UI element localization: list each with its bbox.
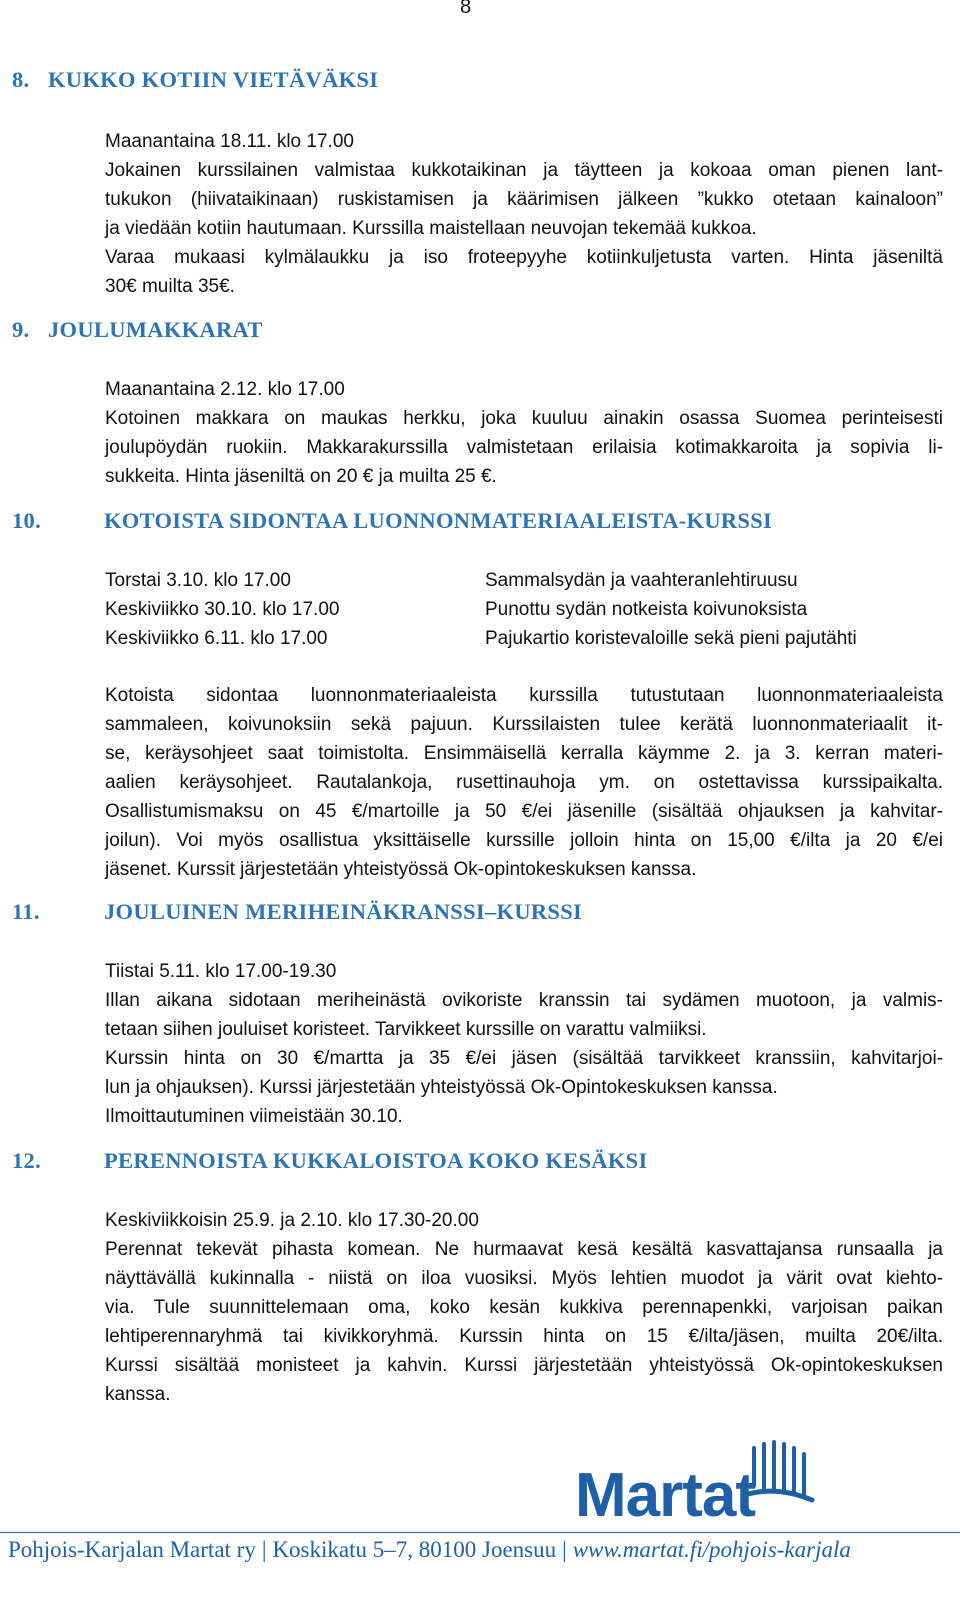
- course-date: Keskiviikko 30.10. klo 17.00: [105, 599, 340, 620]
- section-number: 8.: [12, 67, 30, 92]
- section-title: KUKKO KOTIIN VIETÄVÄKSI: [48, 67, 379, 92]
- course-topic: Pajukartio koristevaloille sekä pieni pajutähti: [485, 628, 857, 649]
- section-8-heading: [12, 67, 378, 93]
- section-title: JOULUMAKKARAT: [48, 317, 263, 342]
- body-line: via. Tule suunnittelemaan oma, koko kesän kukkiva perennapenkki, varjoisan paikan: [105, 1297, 943, 1318]
- course-topic: Punottu sydän notkeista koivunoksista: [485, 599, 808, 620]
- section-11-body: [105, 957, 943, 1131]
- body-line: joilun). Voi myös osallistua yksittäiselle kurssille jolloin hinta on 15,00 €/ilta ja 20 €/ei: [105, 830, 943, 851]
- course-topics-list: [485, 566, 857, 653]
- course-dates-list: [105, 566, 339, 653]
- body-line: sukkeita. Hinta jäseniltä on 20 € ja muilta 25 €.: [105, 466, 497, 487]
- section-10-heading: [12, 508, 772, 534]
- course-date: Keskiviikko 6.11. klo 17.00: [105, 628, 328, 649]
- body-line: sammaleen, koivunoksiin sekä pajuun. Kurssilaisten tulee kerätä luonnonmateriaalit it-: [105, 714, 943, 735]
- footer-url[interactable]: www.martat.fi/pohjois-karjala: [572, 1537, 851, 1562]
- body-line: ja viedään kotiin hautumaan. Kurssilla maistellaan neuvojan tekemää kukkoa.: [105, 218, 757, 239]
- section-title: KOTOISTA SIDONTAA LUONNONMATERIAALEISTA-KURSSI: [104, 508, 773, 533]
- body-line: Kurssin hinta on 30 €/martta ja 35 €/ei jäsen (sisältää tarvikkeet kranssiin, kahvitarjoi-: [105, 1048, 943, 1069]
- body-line: Jokainen kurssilainen valmistaa kukkotaikinan ja täytteen ja kokoaa oman pienen lant-: [105, 160, 943, 181]
- section-title: JOULUINEN MERIHEINÄKRANSSI–KURSSI: [104, 899, 583, 924]
- footer: [8, 1537, 851, 1563]
- body-line: Perennat tekevät pihasta komean. Ne hurmaavat kesä kesältä kasvattajansa runsaalla ja: [105, 1239, 943, 1260]
- section-title: PERENNOISTA KUKKALOISTOA KOKO KESÄKSI: [104, 1148, 648, 1173]
- section-8-body: [105, 127, 943, 301]
- footer-separator: |: [261, 1537, 267, 1562]
- body-line: Kurssi sisältää monisteet ja kahvin. Kurssi järjestetään yhteistyössä Ok-opintokeskuksen: [105, 1355, 943, 1376]
- body-line: 30€ muilta 35€.: [105, 276, 235, 297]
- section-number: 11.: [12, 899, 40, 924]
- body-line: tetaan siihen jouluiset koristeet. Tarvikkeet kurssille on varattu valmiiksi.: [105, 1019, 707, 1040]
- logo-wordmark: Martat: [575, 1461, 756, 1530]
- body-line: kanssa.: [105, 1384, 171, 1405]
- section-9-body: [105, 375, 943, 491]
- section-12-heading: [12, 1148, 648, 1174]
- course-date: Maanantaina 18.11. klo 17.00: [105, 131, 354, 152]
- body-line: joulupöydän ruokiin. Makkarakurssilla valmistetaan erilaisia kotimakkaroita ja sopivia li-: [105, 437, 943, 458]
- body-line: jäsenet. Kurssit järjestetään yhteistyössä Ok-opintokeskuksen kanssa.: [105, 859, 697, 880]
- page-number: 8: [460, 0, 472, 18]
- body-line: lun ja ohjauksen). Kurssi järjestetään yhteistyössä Ok-Opintokeskuksen kanssa.: [105, 1077, 778, 1098]
- section-number: 12.: [12, 1148, 42, 1173]
- section-11-heading: [12, 899, 582, 925]
- course-date: Tiistai 5.11. klo 17.00-19.30: [105, 961, 337, 982]
- footer-divider: [0, 1532, 960, 1533]
- body-line: Illan aikana sidotaan meriheinästä ovikoriste kranssin tai sydämen muotoon, ja valmis-: [105, 990, 943, 1011]
- course-date: Maanantaina 2.12. klo 17.00: [105, 379, 345, 400]
- course-date: Torstai 3.10. klo 17.00: [105, 570, 291, 591]
- body-line: aalien keräysohjeet. Rautalankoja, rusettinauhoja ym. on ostettavissa kurssipaikalta.: [105, 772, 943, 793]
- body-line: näyttävällä kukinnalla - niistä on iloa vuosiksi. Myös lehtien muodot ja värit ovat kiehto-: [105, 1268, 943, 1289]
- section-number: 9.: [12, 317, 30, 342]
- footer-org: Pohjois-Karjalan Martat ry: [8, 1537, 256, 1562]
- broom-icon: [740, 1438, 820, 1518]
- body-line: se, keräysohjeet saat toimistolta. Ensimmäisellä kerralla käymme 2. ja 3. kerran materi-: [105, 743, 943, 764]
- course-topic: Sammalsydän ja vaahteranlehtiruusu: [485, 570, 798, 591]
- body-line: Kotoinen makkara on maukas herkku, joka kuuluu ainakin osassa Suomea perinteisesti: [105, 408, 943, 429]
- body-line: Kotoista sidontaa luonnonmateriaaleista kurssilla tutustutaan luonnonmateriaaleista: [105, 685, 943, 706]
- body-line: tukukon (hiivataikinaan) ruskistamisen ja käärimisen jälkeen ”kukko otetaan kainaloon”: [105, 189, 943, 210]
- body-line: Ilmoittautuminen viimeistään 30.10.: [105, 1106, 403, 1127]
- section-9-heading: [12, 317, 263, 343]
- footer-address: Koskikatu 5–7, 80100 Joensuu: [272, 1537, 557, 1562]
- body-line: Osallistumismaksu on 45 €/martoille ja 50 €/ei jäsenille (sisältää ohjauksen ja kahvitar-: [105, 801, 943, 822]
- section-10-body: [105, 681, 943, 884]
- body-line: lehtiperennaryhmä tai kivikkoryhmä. Kurssin hinta on 15 €/ilta/jäsen, muilta 20€/ilta.: [105, 1326, 943, 1347]
- body-line: Varaa mukaasi kylmälaukku ja iso froteepyyhe kotiinkuljetusta varten. Hinta jäseniltä: [105, 247, 943, 268]
- footer-separator: |: [562, 1537, 567, 1562]
- course-date: Keskiviikkoisin 25.9. ja 2.10. klo 17.30-20.00: [105, 1210, 479, 1231]
- section-12-body: [105, 1206, 943, 1409]
- section-number: 10.: [12, 508, 42, 533]
